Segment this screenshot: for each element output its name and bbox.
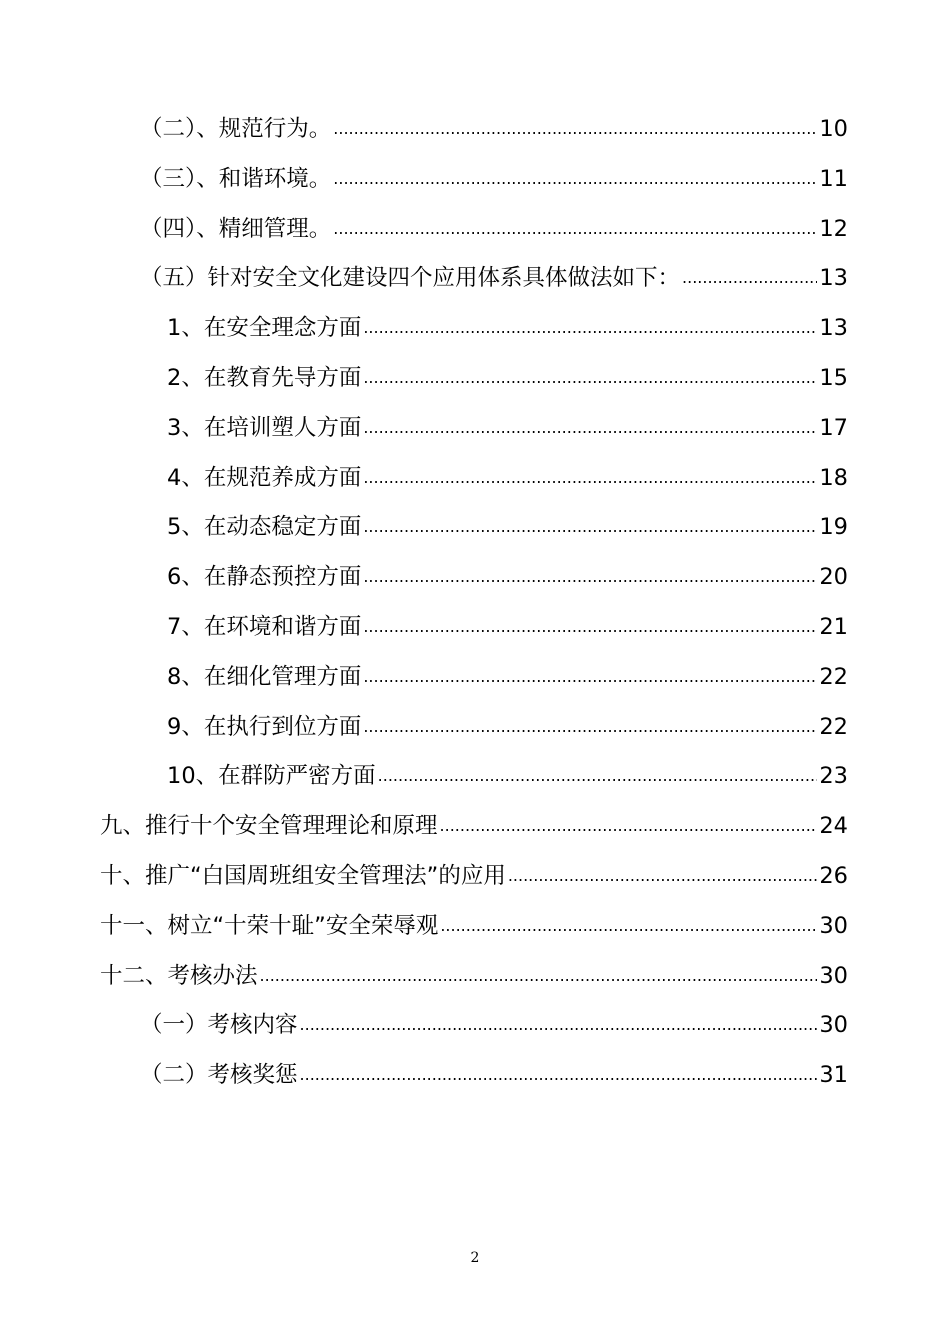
toc-dot-leader	[508, 851, 818, 901]
toc-entry[interactable]	[100, 752, 848, 802]
toc-entry-label: 2、在教育先导方面	[167, 364, 362, 391]
toc-entry[interactable]	[100, 902, 848, 952]
toc-entry[interactable]	[100, 1001, 848, 1051]
toc-entry-label: 8、在细化管理方面	[167, 663, 362, 690]
toc-dot-leader	[363, 552, 817, 602]
toc-entry-page: 13	[819, 265, 848, 292]
toc-entry-label: 九、推行十个安全管理理论和原理	[100, 813, 438, 840]
toc-dot-leader	[363, 502, 817, 552]
toc-dot-leader	[363, 453, 817, 503]
toc-entry-label: 1、在安全理念方面	[167, 315, 362, 342]
toc-dot-leader	[300, 1000, 818, 1050]
table-of-contents	[100, 105, 848, 1101]
toc-entry-page: 18	[819, 464, 848, 491]
toc-entry-page: 22	[819, 713, 848, 740]
toc-dot-leader	[378, 751, 818, 801]
toc-entry-label: 3、在培训塑人方面	[167, 414, 362, 441]
toc-entry-page: 30	[819, 912, 848, 939]
toc-entry-page: 17	[819, 414, 848, 441]
toc-dot-leader	[363, 702, 817, 752]
toc-entry-page: 19	[819, 514, 848, 541]
toc-dot-leader	[440, 801, 818, 851]
toc-entry-label: （五）针对安全文化建设四个应用体系具体做法如下：	[140, 265, 681, 292]
toc-dot-leader	[333, 204, 817, 254]
toc-entry[interactable]	[100, 205, 848, 255]
toc-entry-page: 15	[819, 364, 848, 391]
toc-dot-leader	[363, 602, 817, 652]
toc-dot-leader	[260, 951, 818, 1001]
toc-entry-label: 十二、考核办法	[100, 962, 258, 989]
toc-entry[interactable]	[100, 703, 848, 753]
toc-entry[interactable]	[100, 852, 848, 902]
toc-entry-label: （三）、和谐环境。	[140, 165, 332, 192]
toc-entry[interactable]	[100, 304, 848, 354]
toc-entry[interactable]	[100, 105, 848, 155]
toc-entry-page: 30	[819, 1012, 848, 1039]
toc-entry-label: 十一、树立“十荣十耻”安全荣辱观	[100, 912, 439, 939]
toc-dot-leader	[440, 901, 817, 951]
toc-entry-page: 24	[819, 813, 848, 840]
toc-entry-page: 12	[819, 215, 848, 242]
toc-entry-page: 20	[819, 564, 848, 591]
toc-entry[interactable]	[100, 603, 848, 653]
toc-entry-label: 5、在动态稳定方面	[167, 514, 362, 541]
toc-entry[interactable]	[100, 952, 848, 1002]
toc-entry[interactable]	[100, 653, 848, 703]
toc-entry[interactable]	[100, 503, 848, 553]
toc-entry-page: 30	[819, 962, 848, 989]
toc-entry-label: 7、在环境和谐方面	[167, 613, 362, 640]
toc-entry-label: （一）考核内容	[140, 1012, 298, 1039]
toc-dot-leader	[682, 253, 817, 303]
toc-entry[interactable]	[100, 404, 848, 454]
toc-entry[interactable]	[100, 354, 848, 404]
toc-entry[interactable]	[100, 802, 848, 852]
toc-entry-label: （二）、规范行为。	[140, 116, 332, 142]
toc-dot-leader	[333, 104, 817, 154]
toc-entry[interactable]	[100, 454, 848, 504]
toc-entry-page: 23	[819, 763, 848, 790]
toc-entry-label: （二）考核奖惩	[140, 1062, 298, 1089]
toc-dot-leader	[333, 154, 817, 204]
toc-entry-label: 9、在执行到位方面	[167, 713, 362, 740]
toc-entry[interactable]	[100, 155, 848, 205]
toc-entry-page: 22	[819, 663, 848, 690]
toc-entry-page: 11	[819, 165, 848, 192]
toc-entry[interactable]	[100, 553, 848, 603]
toc-dot-leader	[363, 353, 817, 403]
toc-dot-leader	[363, 303, 817, 353]
toc-entry-page: 26	[819, 862, 848, 889]
toc-entry-label: 6、在静态预控方面	[167, 564, 362, 591]
page-number: 2	[470, 1250, 480, 1266]
toc-entry-label: 4、在规范养成方面	[167, 464, 362, 491]
toc-dot-leader	[300, 1050, 818, 1100]
toc-entry[interactable]	[100, 254, 848, 304]
toc-entry-page: 21	[819, 613, 848, 640]
toc-entry[interactable]	[100, 1051, 848, 1101]
toc-entry-page: 10	[819, 116, 848, 142]
toc-entry-label: 10、在群防严密方面	[167, 763, 376, 790]
toc-dot-leader	[363, 652, 817, 702]
toc-entry-page: 31	[819, 1062, 848, 1089]
toc-entry-label: （四）、精细管理。	[140, 215, 332, 242]
toc-entry-label: 十、推广“白国周班组安全管理法”的应用	[100, 862, 506, 889]
toc-entry-page: 13	[819, 315, 848, 342]
toc-dot-leader	[363, 403, 817, 453]
